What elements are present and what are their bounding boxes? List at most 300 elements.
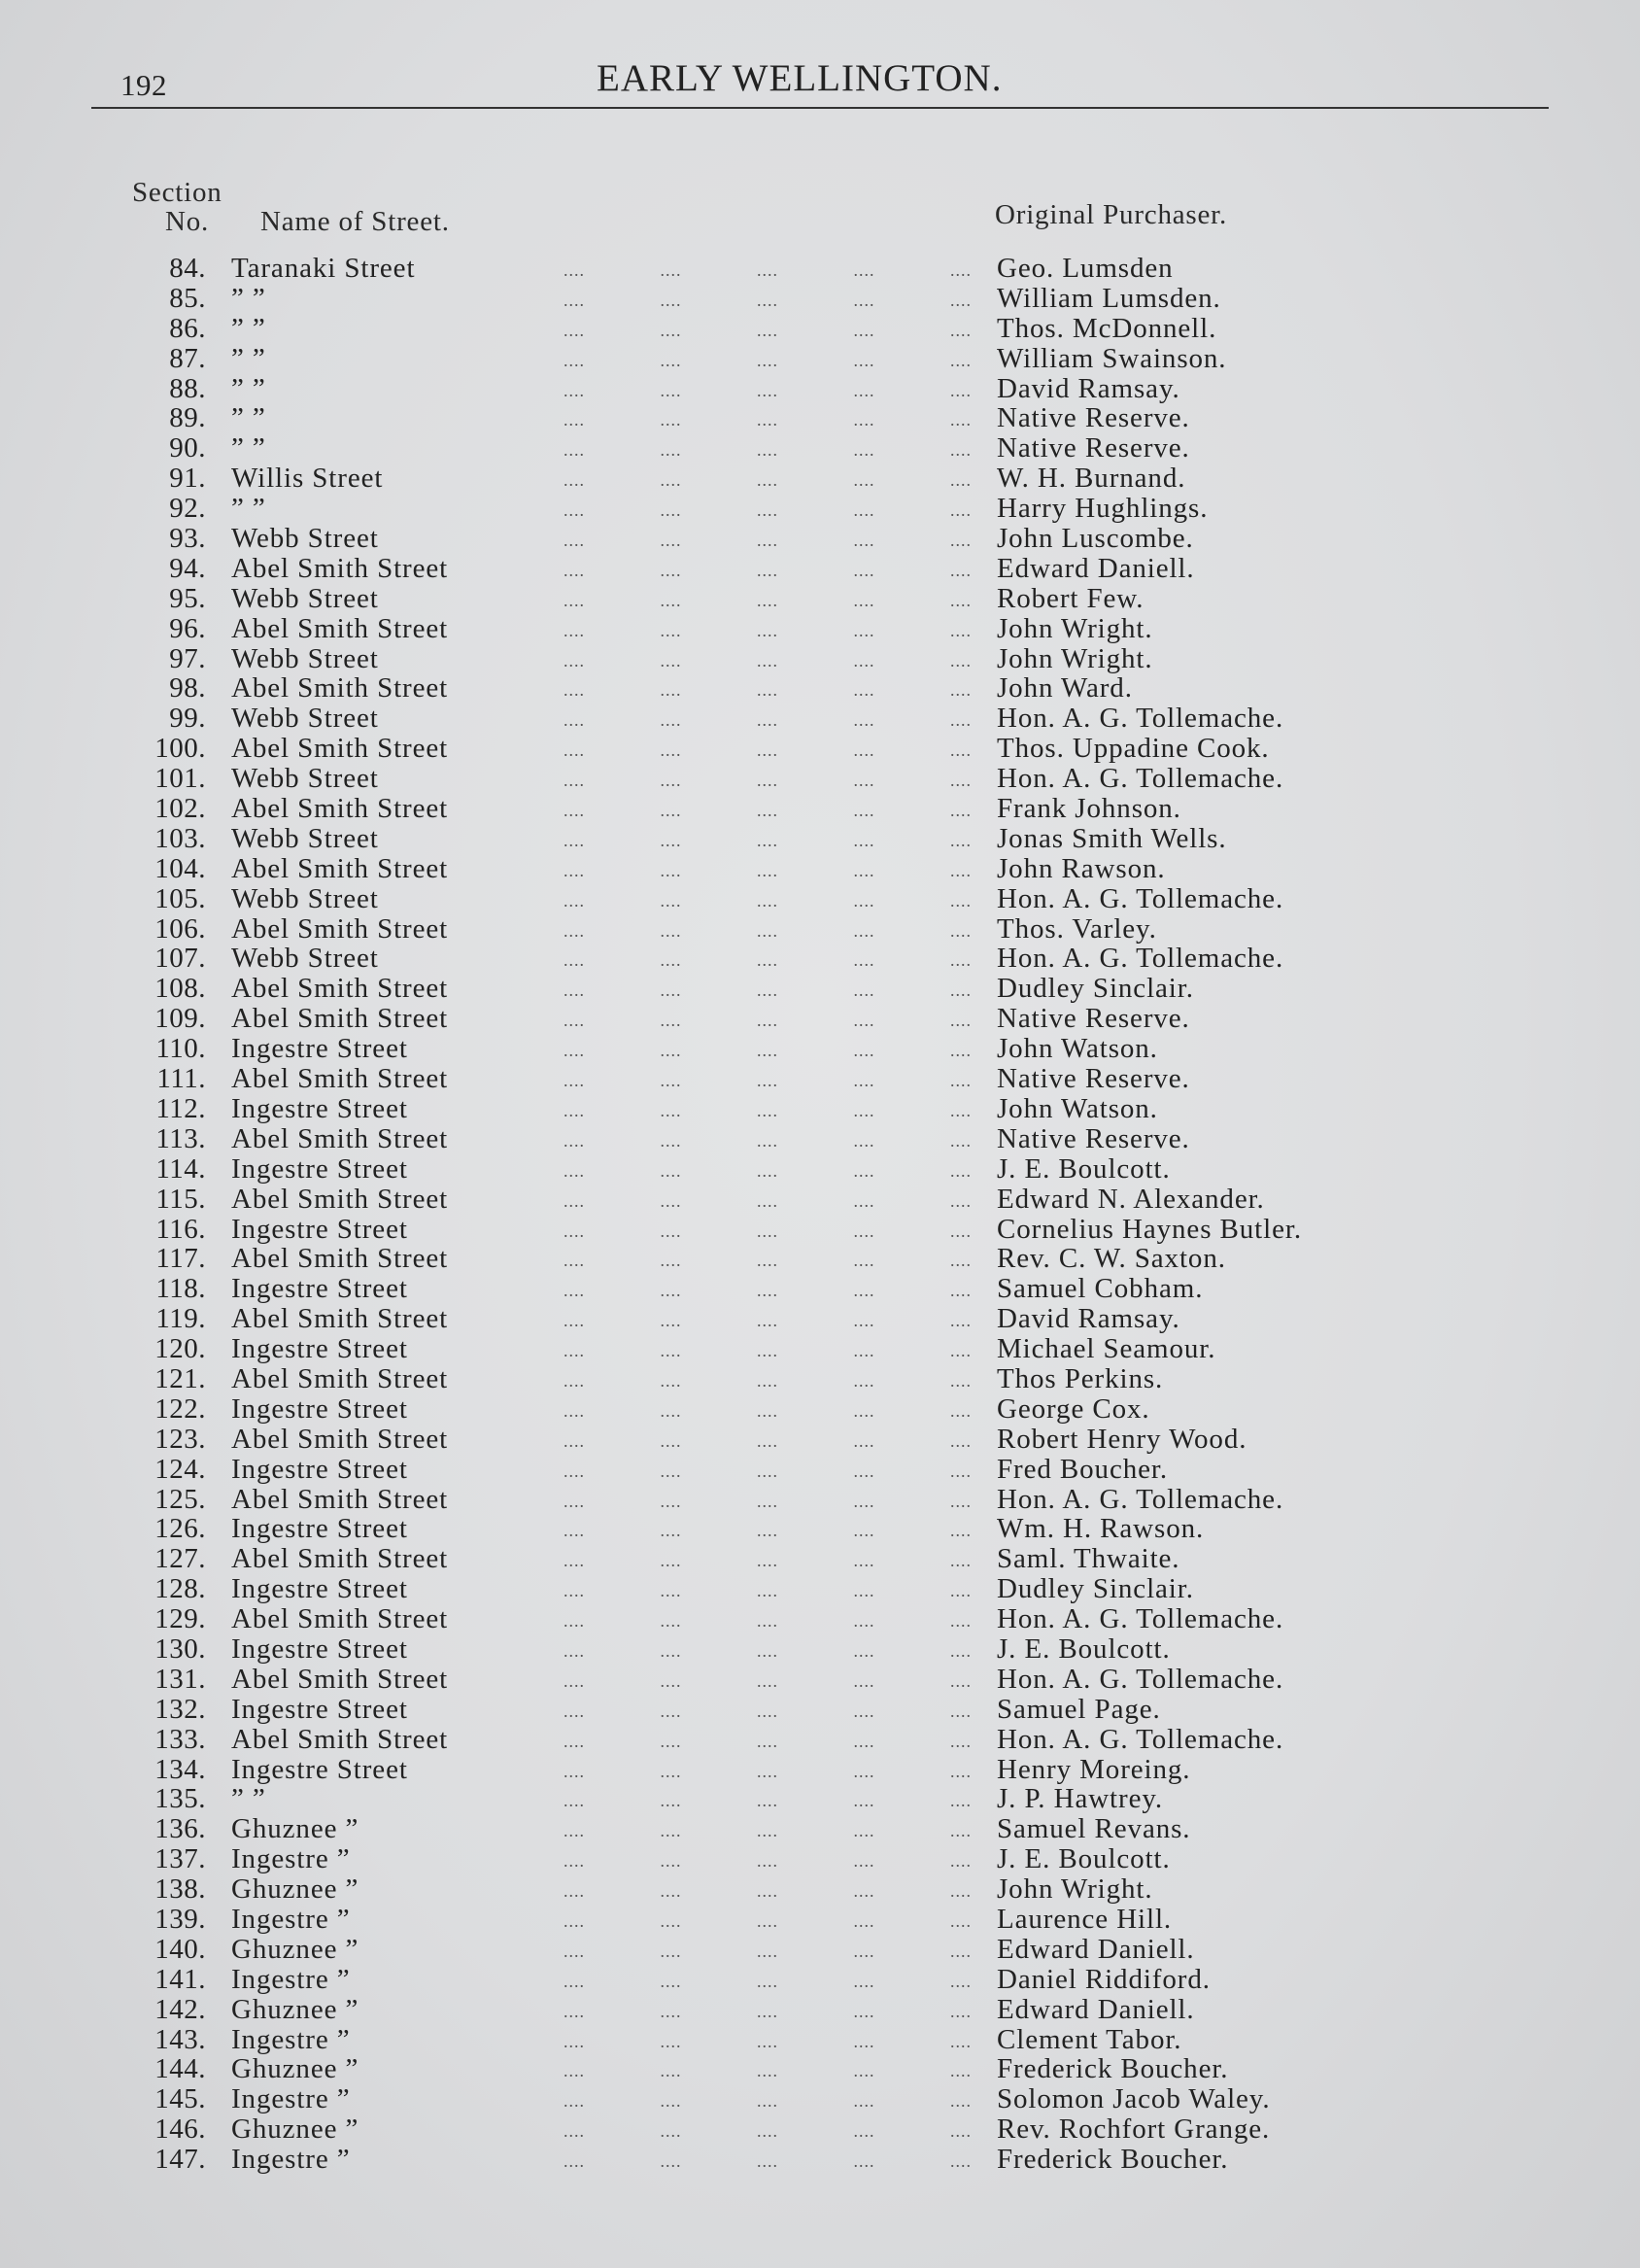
original-purchaser: William Swainson. xyxy=(997,342,1227,374)
dot-leaders: .... .... .... .... .... xyxy=(564,410,972,430)
dot-leaders: .... .... .... .... .... xyxy=(564,1551,972,1571)
section-number: 118. xyxy=(155,1273,206,1305)
section-number: 136. xyxy=(154,1813,206,1845)
original-purchaser: John Rawson. xyxy=(997,852,1166,884)
street-name: Abel Smith Street xyxy=(231,1003,449,1035)
table-row xyxy=(0,584,1640,614)
street-name: Ingestre ” xyxy=(231,2023,351,2055)
table-row xyxy=(0,314,1640,344)
original-purchaser: Wm. H. Rawson. xyxy=(997,1513,1205,1545)
dot-leaders: .... .... .... .... .... xyxy=(564,1941,972,1961)
section-number: 92. xyxy=(169,493,206,525)
street-name: Webb Street xyxy=(231,882,379,914)
section-number: 124. xyxy=(154,1453,206,1485)
dot-leaders: .... .... .... .... .... xyxy=(564,2151,972,2172)
table-row xyxy=(0,2145,1640,2175)
header-rule xyxy=(91,107,1549,109)
street-name: Webb Street xyxy=(231,582,379,614)
dot-leaders: .... .... .... .... .... xyxy=(564,950,972,971)
section-number: 114. xyxy=(155,1152,206,1185)
street-name: Abel Smith Street xyxy=(231,552,449,584)
street-name: Willis Street xyxy=(231,463,384,495)
dot-leaders: .... .... .... .... .... xyxy=(564,1910,972,1931)
column-header-purchaser: Original Purchaser. xyxy=(995,199,1228,230)
section-number: 102. xyxy=(154,793,206,825)
section-number: 111. xyxy=(156,1063,206,1095)
table-row xyxy=(0,1604,1640,1634)
table-row xyxy=(0,1995,1640,2025)
street-name: Ghuznee ” xyxy=(231,1993,359,2025)
dot-leaders: .... .... .... .... .... xyxy=(564,2031,972,2051)
original-purchaser: Edward Daniell. xyxy=(997,1933,1195,1965)
original-purchaser: Hon. A. G. Tollemache. xyxy=(997,1483,1284,1515)
street-name: Abel Smith Street xyxy=(231,1723,449,1755)
street-name: Abel Smith Street xyxy=(231,612,449,644)
street-name: Abel Smith Street xyxy=(231,1063,449,1095)
section-number: 103. xyxy=(154,822,206,854)
original-purchaser: Hon. A. G. Tollemache. xyxy=(997,1723,1284,1755)
dot-leaders: .... .... .... .... .... xyxy=(564,260,972,280)
original-purchaser: Edward Daniell. xyxy=(997,552,1195,584)
table-row xyxy=(0,1364,1640,1394)
table-row xyxy=(0,824,1640,854)
section-number: 108. xyxy=(154,973,206,1005)
table-row xyxy=(0,1725,1640,1755)
section-number: 99. xyxy=(169,703,206,735)
original-purchaser: John Luscombe. xyxy=(997,523,1194,555)
street-name: Webb Street xyxy=(231,763,379,795)
original-purchaser: Robert Henry Wood. xyxy=(997,1423,1247,1455)
section-number: 120. xyxy=(154,1333,206,1365)
dot-leaders: .... .... .... .... .... xyxy=(564,1311,972,1331)
original-purchaser: Native Reserve. xyxy=(997,432,1190,464)
street-name: Abel Smith Street xyxy=(231,733,449,765)
table-row xyxy=(0,764,1640,794)
section-number: 116. xyxy=(155,1213,206,1245)
section-number: 104. xyxy=(154,852,206,884)
original-purchaser: Hon. A. G. Tollemache. xyxy=(997,943,1284,975)
table-row xyxy=(0,1004,1640,1034)
section-number: 138. xyxy=(154,1873,206,1906)
original-purchaser: Dudley Sinclair. xyxy=(997,1573,1194,1605)
table-row xyxy=(0,1304,1640,1334)
dot-leaders: .... .... .... .... .... xyxy=(564,1430,972,1451)
street-name: Ingestre ” xyxy=(231,2083,351,2115)
table-row xyxy=(0,794,1640,824)
section-number: 145. xyxy=(154,2083,206,2115)
street-name: Webb Street xyxy=(231,523,379,555)
section-number: 131. xyxy=(154,1663,206,1695)
table-row xyxy=(0,1394,1640,1425)
table-row xyxy=(0,1514,1640,1544)
section-number: 100. xyxy=(154,733,206,765)
section-number: 146. xyxy=(154,2113,206,2146)
dot-leaders: .... .... .... .... .... xyxy=(564,290,972,310)
dot-leaders: .... .... .... .... .... xyxy=(564,1220,972,1241)
original-purchaser: Thos. Uppadine Cook. xyxy=(997,733,1270,765)
street-name: Taranaki Street xyxy=(231,253,416,284)
dot-leaders: .... .... .... .... .... xyxy=(564,650,972,670)
street-name: Abel Smith Street xyxy=(231,1603,449,1635)
dot-leaders: .... .... .... .... .... xyxy=(564,1791,972,1811)
original-purchaser: Laurence Hill. xyxy=(997,1903,1173,1935)
table-row xyxy=(0,1935,1640,1965)
section-number: 97. xyxy=(169,642,206,674)
street-name: Ingestre ” xyxy=(231,2144,351,2176)
column-header-no: No. xyxy=(165,206,210,237)
dot-leaders: .... .... .... .... .... xyxy=(564,710,972,731)
table-row xyxy=(0,734,1640,764)
dot-leaders: .... .... .... .... .... xyxy=(564,1670,972,1691)
street-name: Webb Street xyxy=(231,822,379,854)
section-number: 117. xyxy=(155,1243,206,1275)
section-number: 123. xyxy=(154,1423,206,1455)
table-row xyxy=(0,524,1640,554)
street-name: Ingestre Street xyxy=(231,1693,408,1725)
original-purchaser: W. H. Burnand. xyxy=(997,463,1186,495)
original-purchaser: David Ramsay. xyxy=(997,1303,1180,1335)
street-name: Ghuznee ” xyxy=(231,1813,359,1845)
table-row xyxy=(0,374,1640,404)
section-number: 84. xyxy=(169,253,206,284)
table-row xyxy=(0,2114,1640,2145)
table-row xyxy=(0,974,1640,1004)
original-purchaser: Native Reserve. xyxy=(997,1063,1190,1095)
dot-leaders: .... .... .... .... .... xyxy=(564,1071,972,1091)
table-row xyxy=(0,1574,1640,1604)
section-number: 86. xyxy=(169,312,206,344)
table-row xyxy=(0,1215,1640,1245)
table-row xyxy=(0,344,1640,374)
street-name: Abel Smith Street xyxy=(231,1543,449,1575)
table-row xyxy=(0,1905,1640,1935)
section-number: 143. xyxy=(154,2023,206,2055)
original-purchaser: Rev. Rochfort Grange. xyxy=(997,2113,1271,2146)
section-number: 94. xyxy=(169,552,206,584)
table-row xyxy=(0,644,1640,674)
table-row xyxy=(0,673,1640,704)
original-purchaser: J. E. Boulcott. xyxy=(997,1152,1171,1185)
street-name: Ingestre Street xyxy=(231,1092,408,1124)
dot-leaders: .... .... .... .... .... xyxy=(564,620,972,640)
table-row xyxy=(0,254,1640,284)
street-name: ” ” xyxy=(231,432,266,464)
dot-leaders: .... .... .... .... .... xyxy=(564,771,972,791)
section-number: 141. xyxy=(154,1963,206,1995)
section-number: 125. xyxy=(154,1483,206,1515)
dot-leaders: .... .... .... .... .... xyxy=(564,1971,972,1991)
section-number: 142. xyxy=(154,1993,206,2025)
dot-leaders: .... .... .... .... .... xyxy=(564,1851,972,1872)
dot-leaders: .... .... .... .... .... xyxy=(564,1581,972,1601)
dot-leaders: .... .... .... .... .... xyxy=(564,1521,972,1541)
section-number: 122. xyxy=(154,1392,206,1425)
original-purchaser: Fred Boucher. xyxy=(997,1453,1169,1485)
original-purchaser: John Wright. xyxy=(997,1873,1153,1906)
table-row xyxy=(0,1064,1640,1094)
section-number: 130. xyxy=(154,1632,206,1665)
original-purchaser: Geo. Lumsden xyxy=(997,253,1174,284)
dot-leaders: .... .... .... .... .... xyxy=(564,1460,972,1481)
table-row xyxy=(0,1665,1640,1695)
street-name: Abel Smith Street xyxy=(231,1303,449,1335)
section-number: 133. xyxy=(154,1723,206,1755)
street-name: Ghuznee ” xyxy=(231,1933,359,1965)
street-name: Ingestre Street xyxy=(231,1573,408,1605)
section-number: 127. xyxy=(154,1543,206,1575)
original-purchaser: William Lumsden. xyxy=(997,282,1221,314)
original-purchaser: John Watson. xyxy=(997,1092,1158,1124)
section-number: 115. xyxy=(155,1183,206,1215)
dot-leaders: .... .... .... .... .... xyxy=(564,1611,972,1632)
street-name: Ingestre Street xyxy=(231,1632,408,1665)
dot-leaders: .... .... .... .... .... xyxy=(564,1640,972,1661)
dot-leaders: .... .... .... .... .... xyxy=(564,1130,972,1151)
table-row xyxy=(0,1485,1640,1515)
original-purchaser: Harry Hughlings. xyxy=(997,493,1209,525)
street-name: ” ” xyxy=(231,372,266,404)
table-row xyxy=(0,1874,1640,1905)
original-purchaser: Dudley Sinclair. xyxy=(997,973,1194,1005)
dot-leaders: .... .... .... .... .... xyxy=(564,2121,972,2142)
dot-leaders: .... .... .... .... .... xyxy=(564,801,972,821)
original-purchaser: John Watson. xyxy=(997,1033,1158,1065)
original-purchaser: Daniel Riddiford. xyxy=(997,1963,1211,1995)
table-row xyxy=(0,1154,1640,1185)
original-purchaser: J. E. Boulcott. xyxy=(997,1843,1171,1875)
section-number: 109. xyxy=(154,1003,206,1035)
section-number: 140. xyxy=(154,1933,206,1965)
table-row xyxy=(0,1844,1640,1874)
dot-leaders: .... .... .... .... .... xyxy=(564,470,972,491)
street-name: Abel Smith Street xyxy=(231,1483,449,1515)
section-number: 121. xyxy=(154,1362,206,1394)
section-number: 88. xyxy=(169,372,206,404)
column-header-section: Section xyxy=(132,177,222,208)
dot-leaders: .... .... .... .... .... xyxy=(564,2091,972,2112)
street-name: Ingestre Street xyxy=(231,1392,408,1425)
dot-leaders: .... .... .... .... .... xyxy=(564,440,972,461)
street-name: ” ” xyxy=(231,493,266,525)
table-row xyxy=(0,1455,1640,1485)
street-name: Abel Smith Street xyxy=(231,852,449,884)
column-header-street: Name of Street. xyxy=(260,206,450,237)
original-purchaser: Samuel Page. xyxy=(997,1693,1161,1725)
street-name: Ingestre ” xyxy=(231,1963,351,1995)
section-number: 107. xyxy=(154,943,206,975)
original-purchaser: Hon. A. G. Tollemache. xyxy=(997,1663,1284,1695)
section-list xyxy=(0,254,1640,2175)
original-purchaser: John Wright. xyxy=(997,642,1153,674)
original-purchaser: Saml. Thwaite. xyxy=(997,1543,1180,1575)
street-name: ” ” xyxy=(231,282,266,314)
street-name: Abel Smith Street xyxy=(231,1423,449,1455)
table-row xyxy=(0,704,1640,734)
dot-leaders: .... .... .... .... .... xyxy=(564,1011,972,1031)
street-name: Abel Smith Street xyxy=(231,912,449,945)
dot-leaders: .... .... .... .... .... xyxy=(564,590,972,610)
street-name: Ingestre Street xyxy=(231,1333,408,1365)
table-row xyxy=(0,1094,1640,1124)
table-row xyxy=(0,1185,1640,1215)
section-number: 98. xyxy=(169,672,206,704)
street-name: Abel Smith Street xyxy=(231,672,449,704)
section-number: 144. xyxy=(154,2053,206,2085)
original-purchaser: Native Reserve. xyxy=(997,1122,1190,1154)
table-row xyxy=(0,554,1640,584)
street-name: ” ” xyxy=(231,1783,266,1815)
street-name: Ingestre Street xyxy=(231,1152,408,1185)
dot-leaders: .... .... .... .... .... xyxy=(564,1761,972,1781)
running-title: EARLY WELLINGTON. xyxy=(597,57,1003,99)
dot-leaders: .... .... .... .... .... xyxy=(564,380,972,400)
section-number: 129. xyxy=(154,1603,206,1635)
section-number: 87. xyxy=(169,342,206,374)
original-purchaser: Native Reserve. xyxy=(997,1003,1190,1035)
dot-leaders: .... .... .... .... .... xyxy=(564,500,972,521)
table-row xyxy=(0,1544,1640,1574)
section-number: 85. xyxy=(169,282,206,314)
street-name: ” ” xyxy=(231,312,266,344)
section-number: 126. xyxy=(154,1513,206,1545)
table-row xyxy=(0,944,1640,974)
dot-leaders: .... .... .... .... .... xyxy=(564,1731,972,1751)
dot-leaders: .... .... .... .... .... xyxy=(564,1041,972,1061)
dot-leaders: .... .... .... .... .... xyxy=(564,560,972,580)
dot-leaders: .... .... .... .... .... xyxy=(564,1881,972,1902)
street-name: Abel Smith Street xyxy=(231,1362,449,1394)
dot-leaders: .... .... .... .... .... xyxy=(564,890,972,911)
original-purchaser: Hon. A. G. Tollemache. xyxy=(997,882,1284,914)
dot-leaders: .... .... .... .... .... xyxy=(564,1821,972,1841)
original-purchaser: Thos. Varley. xyxy=(997,912,1157,945)
section-number: 132. xyxy=(154,1693,206,1725)
original-purchaser: Frederick Boucher. xyxy=(997,2144,1229,2176)
dot-leaders: .... .... .... .... .... xyxy=(564,860,972,880)
table-row xyxy=(0,1634,1640,1665)
section-number: 91. xyxy=(169,463,206,495)
original-purchaser: Robert Few. xyxy=(997,582,1145,614)
table-row xyxy=(0,433,1640,464)
original-purchaser: Edward N. Alexander. xyxy=(997,1183,1265,1215)
dot-leaders: .... .... .... .... .... xyxy=(564,1491,972,1511)
dot-leaders: .... .... .... .... .... xyxy=(564,740,972,761)
table-row xyxy=(0,464,1640,494)
table-row xyxy=(0,854,1640,884)
table-row xyxy=(0,1425,1640,1455)
section-number: 135. xyxy=(154,1783,206,1815)
section-number: 93. xyxy=(169,523,206,555)
street-name: Abel Smith Street xyxy=(231,1183,449,1215)
section-number: 147. xyxy=(154,2144,206,2176)
dot-leaders: .... .... .... .... .... xyxy=(564,830,972,850)
section-number: 105. xyxy=(154,882,206,914)
original-purchaser: Thos. McDonnell. xyxy=(997,312,1217,344)
street-name: Abel Smith Street xyxy=(231,973,449,1005)
section-number: 128. xyxy=(154,1573,206,1605)
dot-leaders: .... .... .... .... .... xyxy=(564,1100,972,1120)
original-purchaser: Clement Tabor. xyxy=(997,2023,1182,2055)
street-name: Ingestre ” xyxy=(231,1843,351,1875)
original-purchaser: Hon. A. G. Tollemache. xyxy=(997,1603,1284,1635)
street-name: ” ” xyxy=(231,402,266,434)
original-purchaser: Samuel Revans. xyxy=(997,1813,1191,1845)
street-name: Ingestre Street xyxy=(231,1273,408,1305)
original-purchaser: Henry Moreing. xyxy=(997,1753,1191,1785)
section-number: 96. xyxy=(169,612,206,644)
street-name: Ingestre Street xyxy=(231,1753,408,1785)
dot-leaders: .... .... .... .... .... xyxy=(564,1251,972,1271)
table-row xyxy=(0,1334,1640,1364)
dot-leaders: .... .... .... .... .... xyxy=(564,980,972,1001)
street-name: Ingestre Street xyxy=(231,1453,408,1485)
dot-leaders: .... .... .... .... .... xyxy=(564,1370,972,1391)
original-purchaser: David Ramsay. xyxy=(997,372,1180,404)
dot-leaders: .... .... .... .... .... xyxy=(564,2061,972,2081)
street-name: Abel Smith Street xyxy=(231,1243,449,1275)
dot-leaders: .... .... .... .... .... xyxy=(564,350,972,370)
section-number: 89. xyxy=(169,402,206,434)
table-row xyxy=(0,614,1640,644)
original-purchaser: J. E. Boulcott. xyxy=(997,1632,1171,1665)
section-number: 137. xyxy=(154,1843,206,1875)
table-row xyxy=(0,1965,1640,1995)
street-name: Ingestre Street xyxy=(231,1033,408,1065)
original-purchaser: John Wright. xyxy=(997,612,1153,644)
table-row xyxy=(0,1814,1640,1844)
dot-leaders: .... .... .... .... .... xyxy=(564,531,972,551)
street-name: Ingestre Street xyxy=(231,1213,408,1245)
street-name: Abel Smith Street xyxy=(231,1122,449,1154)
section-number: 95. xyxy=(169,582,206,614)
original-purchaser: J. P. Hawtrey. xyxy=(997,1783,1164,1815)
table-row xyxy=(0,2054,1640,2084)
original-purchaser: Jonas Smith Wells. xyxy=(997,822,1227,854)
dot-leaders: .... .... .... .... .... xyxy=(564,680,972,701)
table-row xyxy=(0,1755,1640,1785)
street-name: Abel Smith Street xyxy=(231,793,449,825)
original-purchaser: Samuel Cobham. xyxy=(997,1273,1204,1305)
street-name: Ghuznee ” xyxy=(231,2053,359,2085)
dot-leaders: .... .... .... .... .... xyxy=(564,1400,972,1421)
section-number: 90. xyxy=(169,432,206,464)
dot-leaders: .... .... .... .... .... xyxy=(564,2001,972,2021)
page-number: 192 xyxy=(120,68,167,102)
original-purchaser: John Ward. xyxy=(997,672,1133,704)
table-row xyxy=(0,1124,1640,1154)
section-number: 106. xyxy=(154,912,206,945)
table-row xyxy=(0,1695,1640,1725)
dot-leaders: .... .... .... .... .... xyxy=(564,320,972,340)
original-purchaser: Native Reserve. xyxy=(997,402,1190,434)
street-name: Ingestre Street xyxy=(231,1513,408,1545)
original-purchaser: Thos Perkins. xyxy=(997,1362,1164,1394)
dot-leaders: .... .... .... .... .... xyxy=(564,1160,972,1181)
table-row xyxy=(0,884,1640,914)
street-name: Ghuznee ” xyxy=(231,2113,359,2146)
table-row xyxy=(0,2084,1640,2114)
street-name: Ingestre ” xyxy=(231,1903,351,1935)
table-row xyxy=(0,1244,1640,1274)
dot-leaders: .... .... .... .... .... xyxy=(564,1190,972,1211)
dot-leaders: .... .... .... .... .... xyxy=(564,1701,972,1721)
table-row xyxy=(0,494,1640,524)
street-name: Ghuznee ” xyxy=(231,1873,359,1906)
section-number: 134. xyxy=(154,1753,206,1785)
table-row xyxy=(0,1034,1640,1064)
section-number: 113. xyxy=(155,1122,206,1154)
street-name: Abel Smith Street xyxy=(231,1663,449,1695)
